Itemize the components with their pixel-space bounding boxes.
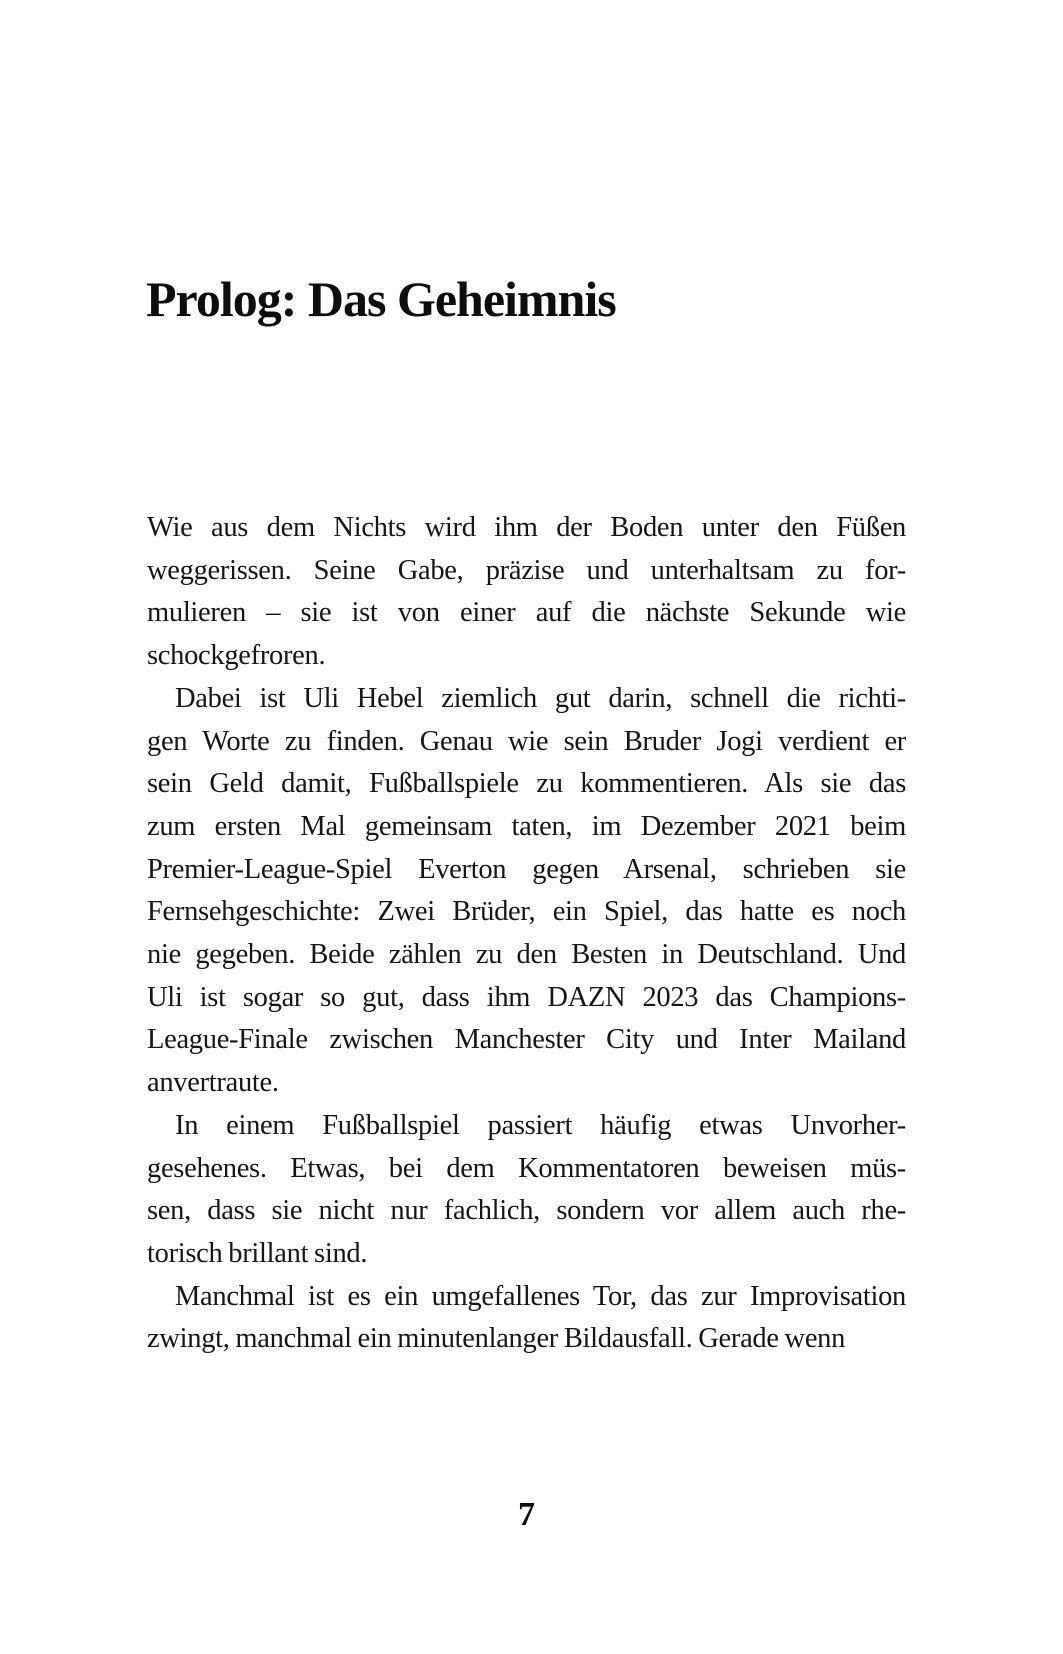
text-line: Uli ist sogar so gut, dass ihm DAZN 2023 das Champions- <box>147 981 906 1013</box>
text-line: In einem Fußballspiel passiert häufig etwas Unvorher- <box>175 1109 906 1141</box>
text-line: Fernsehgeschichte: Zwei Brüder, ein Spiel, das hatte es noch <box>147 896 906 928</box>
text-line: Premier-League-Spiel Everton gegen Arsenal, schrieben sie <box>147 853 906 885</box>
page-number: 7 <box>518 1496 535 1533</box>
text-line: gen Worte zu finden. Genau wie sein Bruder Jogi verdient er <box>147 725 906 757</box>
text-line: torisch brillant sind. <box>147 1237 368 1269</box>
text-line: zwingt, manchmal ein minutenlanger Bildausfall. Gerade wenn <box>147 1323 846 1355</box>
text-line: Dabei ist Uli Hebel ziemlich gut darin, schnell die richti- <box>175 682 906 714</box>
text-line: sen, dass sie nicht nur fachlich, sondern vor allem auch rhe- <box>147 1195 906 1227</box>
text-line: sein Geld damit, Fußballspiele zu kommentieren. Als sie das <box>147 768 906 800</box>
text-line: nie gegeben. Beide zählen zu den Besten in Deutschland. Und <box>147 939 906 971</box>
body-text <box>147 507 906 1361</box>
text-line: anvertraute. <box>147 1067 279 1099</box>
text-line: weggerissen. Seine Gabe, präzise und unterhaltsam zu for- <box>147 554 906 586</box>
text-line: Wie aus dem Nichts wird ihm der Boden unter den Füßen <box>147 512 906 543</box>
text-line: gesehenes. Etwas, bei dem Kommentatoren beweisen müs- <box>147 1152 906 1184</box>
chapter-heading: Prolog: Das Geheimnis <box>146 271 616 327</box>
text-line: mulieren – sie ist von einer auf die nächste Sekunde wie <box>147 597 906 629</box>
text-line: zum ersten Mal gemeinsam taten, im Dezember 2021 beim <box>147 810 906 842</box>
text-line: Manchmal ist es ein umgefallenes Tor, das zur Improvisation <box>175 1280 906 1312</box>
text-line: League-Finale zwischen Manchester City und Inter Mailand <box>147 1024 906 1056</box>
text-line: schockgefroren. <box>147 640 326 672</box>
